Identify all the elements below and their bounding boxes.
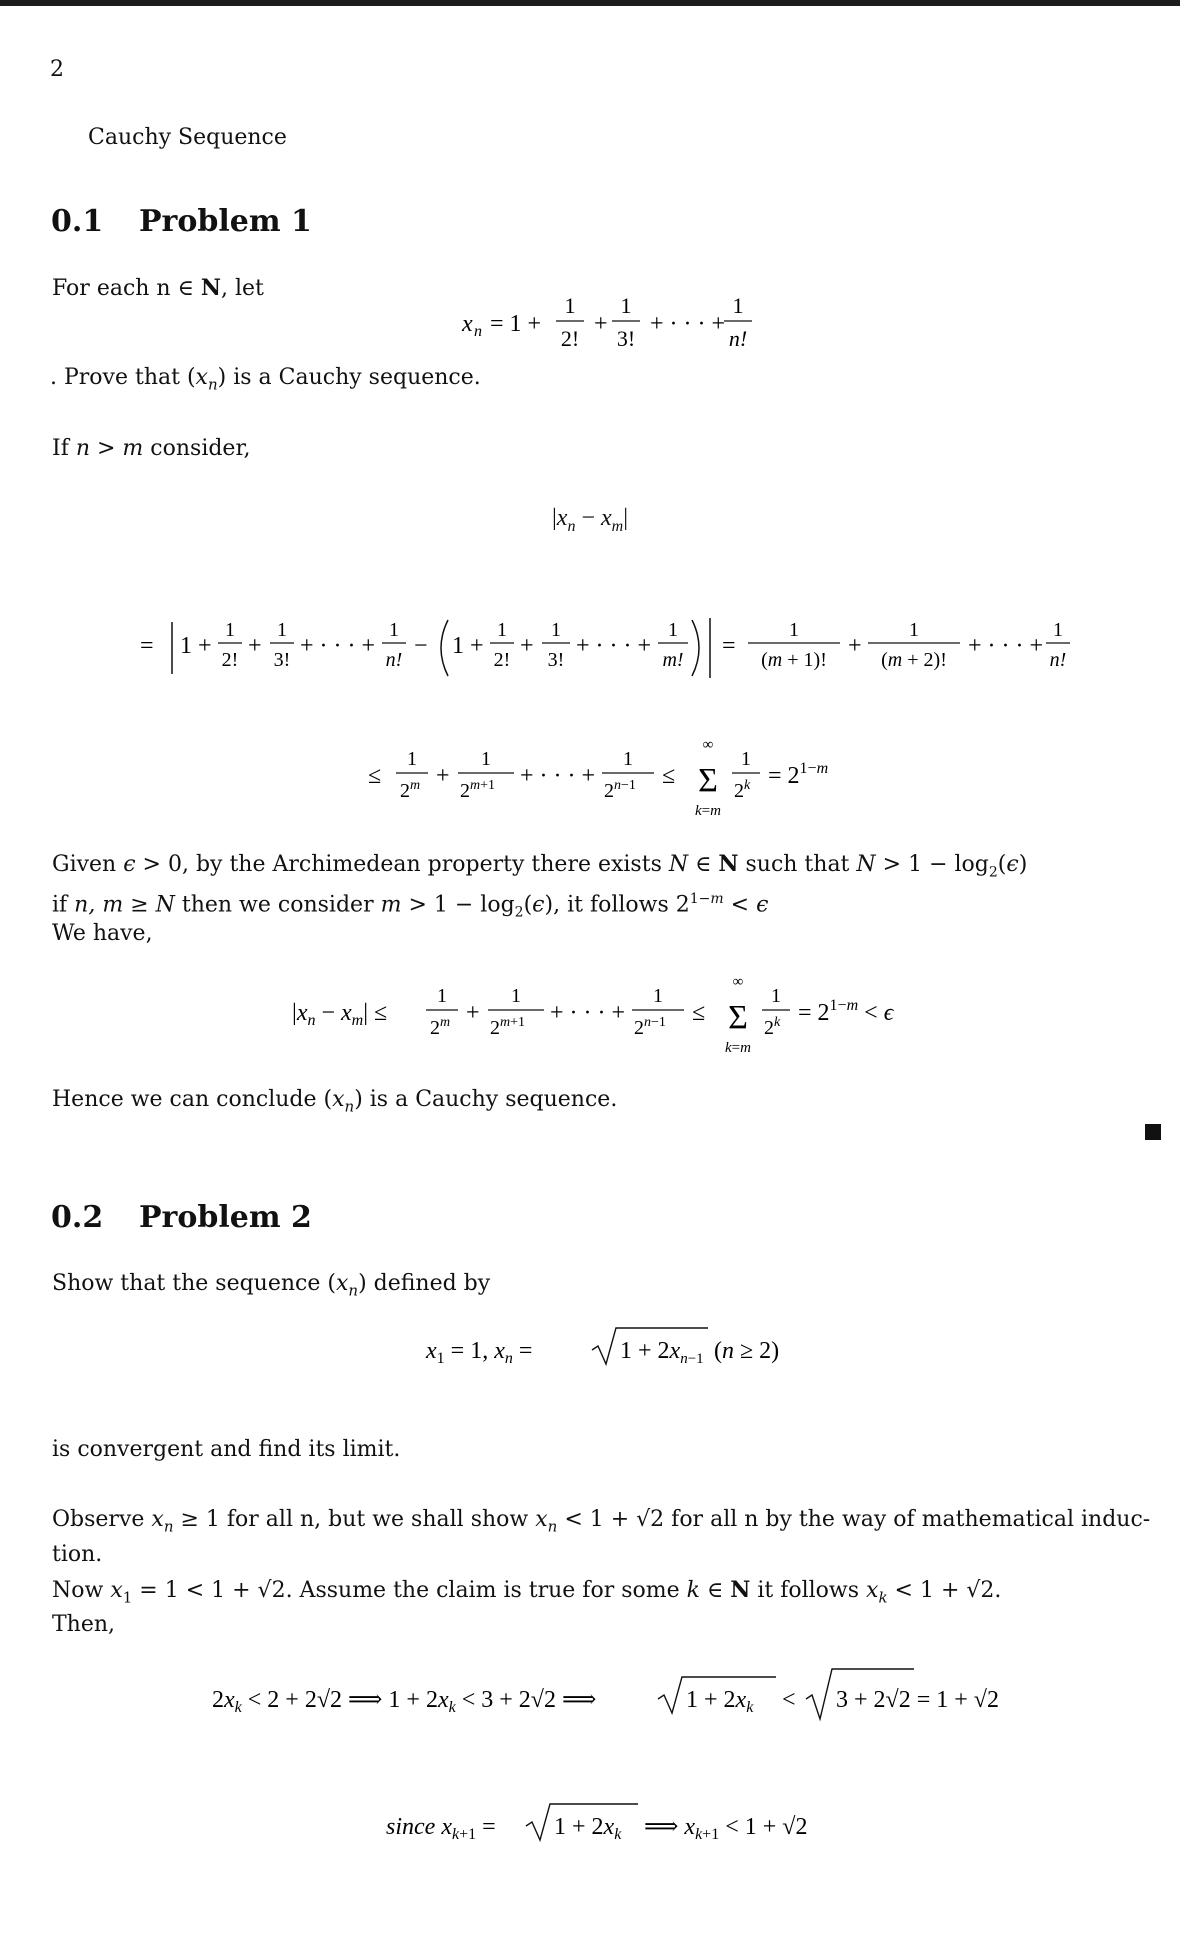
svg-text:1 +: 1 + [452,633,484,659]
svg-text:1: 1 [653,985,663,1007]
svg-text:(n ≥ 2): (n ≥ 2) [714,1338,780,1364]
svg-text:x: x [462,311,473,337]
svg-text:≤: ≤ [662,763,676,789]
svg-text:1: 1 [277,619,287,641]
svg-text:1: 1 [789,619,799,641]
svg-text:1: 1 [732,293,744,318]
svg-text:2m+1: $2^{m+1}$ [460,778,496,802]
svg-text:+ · · · +: + · · · + [550,1000,626,1026]
svg-text:<: < [782,1687,796,1713]
svg-text:3!: 3! [616,326,636,351]
problem-1-statement: . Prove that $(x_n)$ is a Cauchy sequence. [50,365,481,394]
svg-text:1 +: 1 + [180,633,212,659]
svg-text:2n−1: $2^{n-1}$ [604,778,636,802]
svg-text:+: + [520,633,534,659]
svg-text:2m: 2$^m$ [430,1015,451,1039]
we-have: We have, [52,921,153,946]
svg-text:=: = [140,633,154,659]
problem-2-intro: Show that the sequence $(x_n)$ defined by [52,1271,491,1300]
problem-1-intro: For each n ∈ N, let [52,275,264,301]
archimedean-line-1: Given ϵ > 0, by the Archimedean property there exists N ∈ N such that $N > 1 - \log_2(\epsilon)$ [52,851,1028,881]
long-difference-equation [138,608,1078,688]
svg-text:1 + 2xk: $1 + 2x_k$ [686,1687,754,1716]
svg-text:+ · · · +: + · · · + [576,633,652,659]
svg-text:≤: ≤ [368,763,382,789]
svg-text:∞: ∞ [732,974,744,990]
svg-text:1: 1 [771,985,781,1007]
svg-text:+: + [466,1000,480,1026]
svg-text:1 + 2xn−1: $1 + 2x_{n-1}$ [620,1338,704,1367]
svg-text:⟹ xk+1 < 1 + √2: ⟹ $x_{k+1} < 1 + √2$ [644,1814,808,1843]
svg-text:2!: 2! [221,649,239,671]
svg-text:≤: ≤ [692,1000,706,1026]
svg-text:+: + [594,311,608,337]
svg-text:+ · · · +: + · · · + [300,633,376,659]
conclusion-1: Hence we can conclude $(x_n)$ is a Cauchy sequence. [52,1087,618,1116]
svg-text:since xk+1 =: since $x_{k+1}$ = [386,1814,496,1843]
svg-text:2m: 2$^m$ [400,778,421,802]
svg-text:3 + 2√2 = 1 + √2: 3 + 2√2 = 1 + √2 [836,1687,999,1713]
svg-text:= 1 +: = 1 + [490,311,542,337]
running-head: Cauchy Sequence [88,125,287,150]
if-n-greater-m: If n > m consider, [52,436,251,461]
section-number: 0.2 [51,1200,104,1235]
svg-text:1: 1 [389,619,399,641]
svg-text:1: 1 [909,619,919,641]
svg-text:Σ: Σ [728,999,748,1036]
page-number: 2 [50,57,64,82]
implication-chain-equation [206,1665,1026,1725]
svg-text:1 + 2xk: $1 + 2x_k$ [554,1814,622,1843]
svg-text:= 21−m: = $2^{1-m}$ [768,760,829,789]
svg-text:1: 1 [623,748,633,770]
svg-text:2!: 2! [560,326,580,351]
final-inequality-equation [290,972,950,1062]
svg-text:n!: n! [1049,649,1067,671]
svg-text:2!: 2! [493,649,511,671]
svg-text:1: 1 [437,985,447,1007]
svg-text:+ · · · +: + · · · + [968,633,1044,659]
svg-text:2k: 2$^k$ [764,1015,781,1039]
svg-text:|xn − xm| ≤: $|x_n - x_m|$ ≤ [292,1000,388,1029]
svg-text:+: + [436,763,450,789]
recurrence-equation [420,1320,800,1374]
svg-text:−: − [414,633,428,659]
svg-text:1: 1 [511,985,521,1007]
svg-text:2n−1: $2^{n-1}$ [634,1015,666,1039]
svg-text:1: 1 [741,748,751,770]
svg-text:+: + [848,633,862,659]
svg-text:k=m: k=m [695,803,721,819]
svg-text:2k: 2$^k$ [734,778,751,802]
svg-text:1: 1 [551,619,561,641]
svg-text:2xk < 2 + 2√2 ⟹ 1 + 2xk < 3 +: $2x_k < 2 + 2√2$ ⟹ $1 + 2x_k < 3 + 2√2$ ⟹ [212,1687,597,1716]
section-title: Problem 2 [139,1200,312,1235]
observe-line-1: Observe $x_n \ge 1$ for all n, but we shall show $x_n < 1 + √2$ for all n by the way of mathematical induc- [52,1507,1151,1536]
svg-text:Σ: Σ [698,762,718,799]
svg-text:m!: m! [662,649,684,671]
svg-text:+: + [248,633,262,659]
svg-text:x1 = 1, xn =: $x_1 = 1$, $x_n$ = [426,1338,533,1367]
svg-text:1: 1 [497,619,507,641]
svg-text:+ · · · +: + · · · + [520,763,596,789]
svg-text:1: 1 [225,619,235,641]
svg-text:1: 1 [1053,619,1063,641]
svg-text:1: 1 [407,748,417,770]
observe-line-2: tion. [52,1542,103,1567]
then-line: Then, [52,1612,116,1637]
svg-text:3!: 3! [547,649,565,671]
svg-text:1: 1 [564,293,576,318]
svg-text:∞: ∞ [702,737,714,753]
convergent-line: is convergent and find its limit. [52,1437,401,1462]
svg-text:=: = [722,633,736,659]
top-border [0,0,1180,6]
section-number: 0.1 [51,204,104,239]
svg-text:(m + 1)!: (m + 1)! [761,649,827,671]
svg-text:n: n [474,323,482,340]
abs-difference: $|x_n - x_m|$ [551,505,629,535]
svg-text:n!: n! [385,649,403,671]
svg-text:1: 1 [481,748,491,770]
svg-text:k=m: k=m [725,1040,751,1056]
qed-square-icon [1145,1124,1161,1140]
sequence-definition-equation [440,290,770,352]
section-heading-2 [51,1200,312,1235]
since-equation [380,1798,860,1848]
svg-text:n!: n! [728,326,748,351]
geometric-bound-equation [360,735,880,825]
svg-text:+ · · · +: + · · · + [650,311,726,337]
svg-text:(m + 2)!: (m + 2)! [881,649,947,671]
base-case-line: Now $x_1 = 1 < 1 + √2$. Assume the claim is true for some k ∈ N it follows $x_k < 1 + √2$. [52,1577,1002,1607]
svg-text:2m+1: $2^{m+1}$ [490,1015,526,1039]
section-title: Problem 1 [139,204,312,239]
svg-text:1: 1 [620,293,632,318]
svg-text:= 21−m < ϵ: = $2^{1-m} < \epsilon$ [798,997,894,1026]
svg-text:1: 1 [668,619,678,641]
archimedean-line-2: if n, m ≥ N then we consider $m > 1 - \log_2(\epsilon)$, it follows $2^{1-m} < \epsilon$ [52,891,769,921]
svg-text:3!: 3! [273,649,291,671]
section-heading-1 [51,204,312,239]
